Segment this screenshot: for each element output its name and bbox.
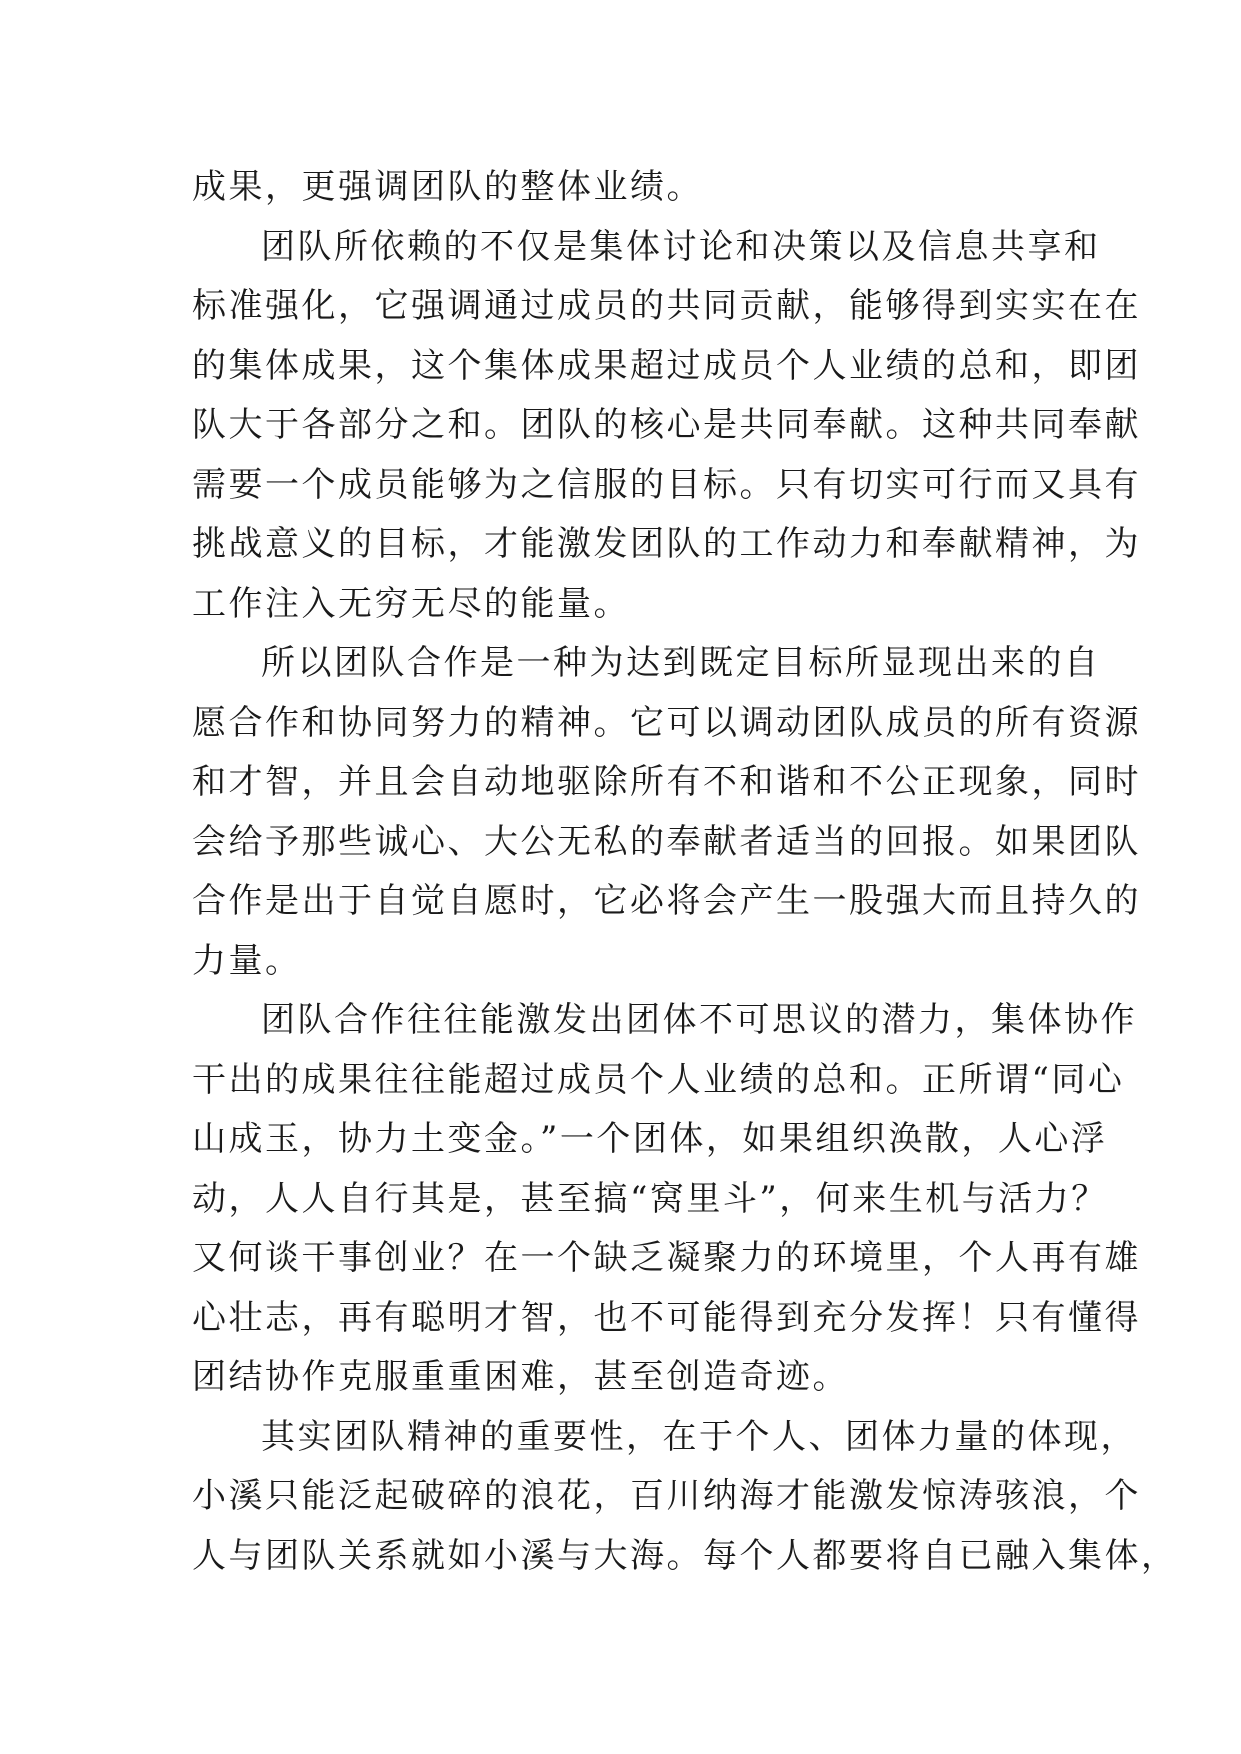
text-line: 成果，更强调团队的整体业绩。: [192, 167, 703, 207]
text-line: 又何谈干事创业？在一个缺乏凝聚力的环境里，个人再有雄: [192, 1238, 1141, 1278]
text-line: 所以团队合作是一种为达到既定目标所显现出来的自: [261, 643, 1101, 683]
text-line: 干出的成果往往能超过成员个人业绩的总和。正所谓“同心: [192, 1059, 1125, 1100]
text-line: 人与团队关系就如小溪与大海。每个人都要将自已融入集体，: [192, 1535, 1178, 1576]
text-line: 力量。: [192, 940, 302, 981]
text-line: 小溪只能泛起破碎的浪花，百川纳海才能激发惊涛骇浪，个: [192, 1476, 1141, 1516]
text-line: 团队合作往往能激发出团体不可思议的潜力，集体协作: [261, 1000, 1137, 1040]
text-line: 其实团队精神的重要性，在于个人、团体力量的体现，: [261, 1416, 1137, 1457]
text-line: 团结协作克服重重困难，甚至创造奇迹。: [192, 1357, 849, 1397]
text-line: 动，人人自行其是，甚至搞“窝里斗”，何来生机与活力？: [192, 1178, 1108, 1219]
text-line: 愿合作和协同努力的精神。它可以调动团队成员的所有资源: [192, 702, 1141, 743]
body-text: [192, 158, 1178, 1586]
text-line: 需要一个成员能够为之信服的目标。只有切实可行而又具有: [192, 464, 1141, 505]
text-line: 团队所依赖的不仅是集体讨论和决策以及信息共享和: [261, 226, 1101, 267]
text-line: 心壮志，再有聪明才智，也不可能得到充分发挥！只有懂得: [192, 1297, 1141, 1338]
text-line: 和才智，并且会自动地驱除所有不和谐和不公正现象，同时: [192, 762, 1141, 802]
text-line: 标准强化，它强调通过成员的共同贡献，能够得到实实在在: [192, 286, 1141, 326]
text-line: 工作注入无穷无尽的能量。: [192, 583, 630, 624]
text-line: 合作是出于自觉自愿时，它必将会产生一股强大而且持久的: [192, 881, 1141, 921]
text-line: 会给予那些诚心、大公无私的奉献者适当的回报。如果团队: [192, 821, 1141, 862]
text-line: 山成玉，协力土变金。”一个团体，如果组织涣散，人心浮: [192, 1119, 1108, 1159]
text-line: 的集体成果，这个集体成果超过成员个人业绩的总和，即团: [192, 345, 1141, 386]
text-line: 挑战意义的目标，才能激发团队的工作动力和奉献精神，为: [192, 524, 1141, 564]
text-line: 队大于各部分之和。团队的核心是共同奉献。这种共同奉献: [192, 405, 1141, 445]
